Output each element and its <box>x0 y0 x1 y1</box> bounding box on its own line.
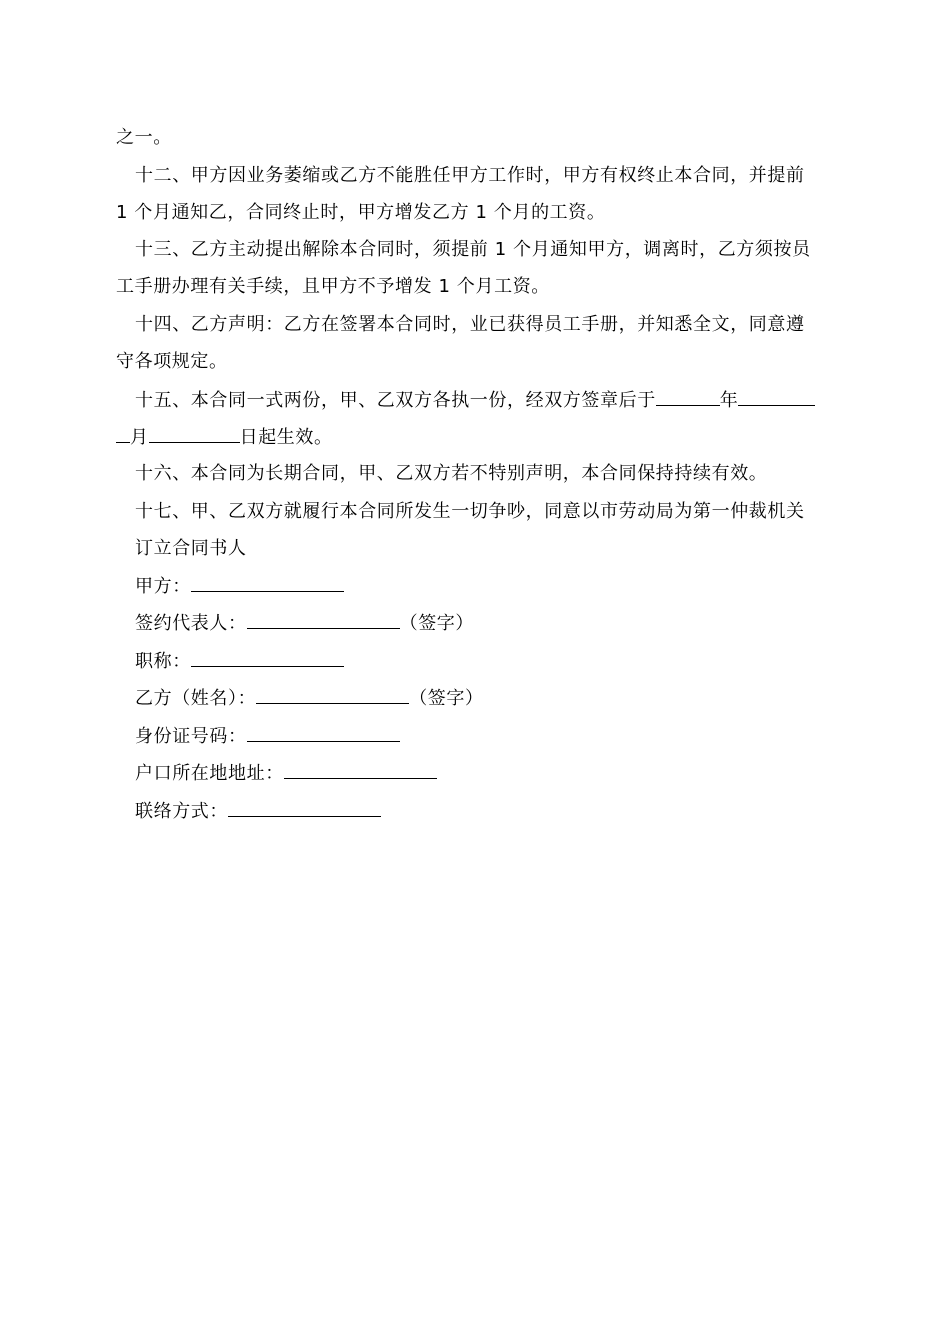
clause-12-cont: 1 个月通知乙，合同终止时，甲方增发乙方 1 个月的工资。 <box>116 202 606 223</box>
month-label: 月 <box>130 427 149 448</box>
month-blank-part <box>738 388 815 406</box>
clause-13-cont: 工手册办理有关手续，且甲方不予增发 1 个月工资。 <box>116 276 550 297</box>
contact-field[interactable] <box>228 799 381 817</box>
clause-13: 十三、乙方主动提出解除本合同时，须提前 1 个月通知甲方，调离时，乙方须按员 <box>135 239 811 260</box>
clause-15-text: 十五、本合同一式两份，甲、乙双方各执一份，经双方签章后于 <box>135 390 656 411</box>
address-row <box>135 761 855 787</box>
effective-text: 日起生效。 <box>239 427 333 448</box>
party-b-row <box>135 686 855 712</box>
signatories-heading: 订立合同书人 <box>135 538 247 559</box>
representative-label: 签约代表人： <box>135 613 247 634</box>
clause-14-cont: 守各项规定。 <box>116 351 228 372</box>
party-a-field[interactable] <box>191 574 344 592</box>
representative-row <box>135 611 855 637</box>
b-sign-label: （签字） <box>409 688 484 709</box>
party-b-field[interactable] <box>256 686 409 704</box>
text-line: 之一。 <box>116 127 172 148</box>
year-label: 年 <box>719 390 739 411</box>
representative-field[interactable] <box>247 611 400 629</box>
id-number-row <box>135 724 855 750</box>
contact-row <box>135 799 855 825</box>
clause-15 <box>135 388 855 414</box>
day-blank <box>149 425 240 443</box>
clause-15-cont <box>116 425 836 451</box>
clause-12: 十二、甲方因业务萎缩或乙方不能胜任甲方工作时，甲方有权终止本合同，并提前 <box>135 165 805 186</box>
contact-label: 联络方式： <box>135 801 228 822</box>
party-b-label: 乙方（姓名）： <box>135 688 257 709</box>
id-number-field[interactable] <box>247 724 400 742</box>
title-label: 职称： <box>135 651 191 672</box>
party-a-row <box>135 574 855 600</box>
clause-17: 十七、甲、乙双方就履行本合同所发生一切争吵，同意以市劳动局为第一仲裁机关 <box>135 501 805 522</box>
clause-16: 十六、本合同为长期合同，甲、乙双方若不特别声明，本合同保持持续有效。 <box>135 463 768 484</box>
address-field[interactable] <box>284 761 437 779</box>
party-a-label: 甲方： <box>135 576 191 597</box>
clause-14: 十四、乙方声明：乙方在签署本合同时，业已获得员工手册，并知悉全文，同意遵 <box>135 314 805 335</box>
id-number-label: 身份证号码： <box>135 726 247 747</box>
year-blank <box>656 388 720 406</box>
month-blank <box>116 425 130 443</box>
address-label: 户口所在地地址： <box>135 763 284 784</box>
title-row <box>135 649 855 675</box>
title-field[interactable] <box>191 649 344 667</box>
rep-sign-label: （签字） <box>399 613 475 634</box>
